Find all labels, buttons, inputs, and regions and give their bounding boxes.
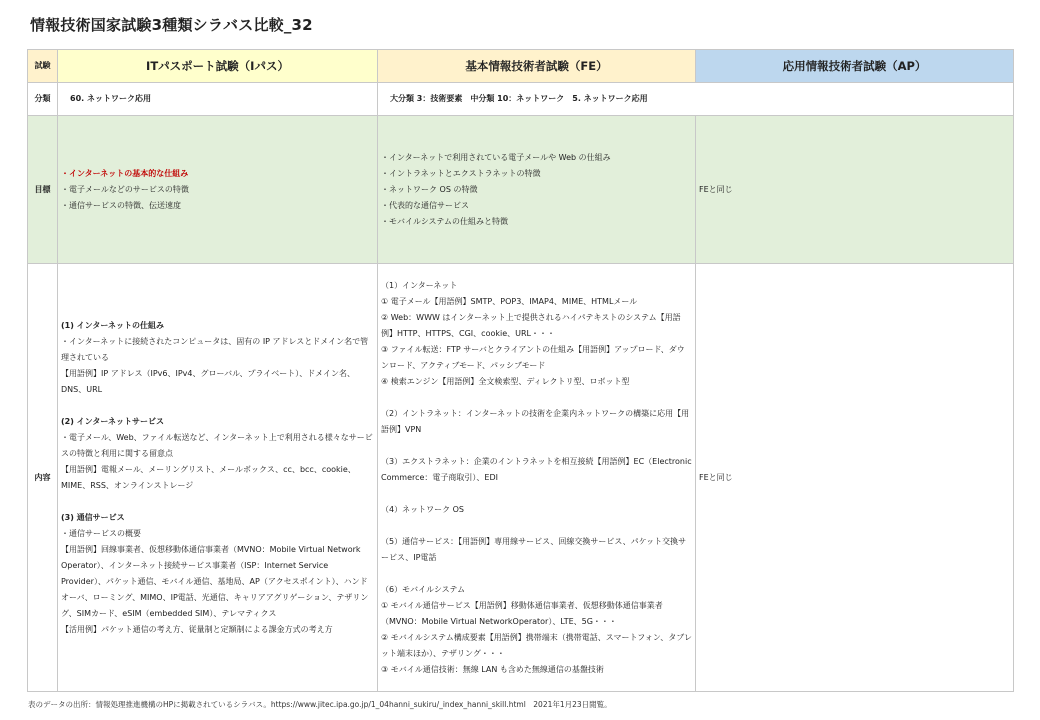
row-label-goal: 目標 [28, 116, 58, 264]
content-fe-line [381, 518, 692, 534]
content-it-line: (3) 通信サービス [61, 512, 125, 522]
content-it-line: 【用語例】回線事業者、仮想移動体通信事業者（MVNO：Mobile Virtual Network Operator）、インターネット接続サービス事業者（ISP：Internet Service Provider）、パケット通信、モバイル通信、基地局、AP（アクセスポイント）、ハンドオーバ、ローミング、MIMO、IP電話、光通信、キャリアアグリゲーション、テザリング、SIMカード、eSIM（embedded SIM）、テレマティクス [61, 544, 369, 618]
content-it-line: 【用語例】IP アドレス（IPv6、IPv4、グローバル、プライベート）、ドメイン名、DNS、URL [61, 368, 355, 394]
content-it-line: ・通信サービスの概要 [61, 528, 141, 538]
goal-it-line: ・インターネットの基本的な仕組み [61, 168, 189, 178]
content-fe-line [381, 566, 692, 582]
content-it-line: 【活用例】パケット通信の考え方、従量制と定額制による課金方式の考え方 [61, 624, 333, 634]
content-fe-line: （2）イントラネット：インターネットの技術を企業内ネットワークの構築に応用【用語例】VPN [381, 408, 690, 434]
header-fe: 基本情報技術者試験（FE） [378, 50, 696, 83]
header-it-passport: ITパスポート試験（Iパス） [58, 50, 378, 83]
content-it-line [61, 494, 374, 510]
content-it-line: (1) インターネットの仕組み [61, 320, 164, 330]
content-fe-line: （5）通信サービス：【用語例】専用線サービス、回線交換サービス、パケット交換サービス、IP電話 [381, 536, 687, 562]
content-fe-line: ③ ファイル転送：FTP サーバとクライアントの仕組み【用語例】アップロード、ダウンロード、アクティブモード、パッシブモード [381, 344, 685, 370]
content-row [28, 264, 1014, 692]
content-it [58, 264, 378, 692]
category-fe: 大分類 3：技術要素 中分類 10：ネットワーク 5. ネットワーク応用 [378, 83, 1014, 116]
content-fe-line: （3）エクストラネット：企業のイントラネットを相互接続【用語例】EC（Electronic Commerce：電子商取引）、EDI [381, 456, 692, 482]
row-label-exam: 試験 [28, 50, 58, 83]
content-fe-line [381, 486, 692, 502]
source-footnote: 表のデータの出所：情報処理推進機構のHPに掲載されているシラバス。https://www.jitec.ipa.go.jp/1_04hanni_sukiru/_index_hanni_skill.html 2021年1月23日閲覧。 [28, 700, 612, 709]
content-fe-line [381, 390, 692, 406]
content-fe-line: （4）ネットワーク OS [381, 504, 465, 514]
header-row [28, 50, 1014, 83]
content-fe [378, 264, 696, 692]
content-it-line: ・インターネットに接続されたコンピュータは、固有の IP アドレスとドメイン名で管理されている [61, 336, 369, 362]
content-fe-line: ① モバイル通信サービス【用語例】移動体通信事業者、仮想移動体通信事業者（MVNO：Mobile Virtual NetworkOperator）、LTE、5G・・・ [381, 600, 663, 626]
content-fe-line: ② モバイルシステム構成要素【用語例】携帯端末（携帯電話、スマートフォン、タブレット端末ほか）、テザリング・・・ [381, 632, 692, 658]
category-it: 60. ネットワーク応用 [58, 83, 378, 116]
content-it-line: ・電子メール、Web、ファイル転送など、インターネット上で利用される様々なサービスの特徴と利用に関する留意点 [61, 432, 373, 458]
content-fe-line: （6）モバイルシステム [381, 584, 466, 594]
content-fe-line: ② Web：WWW はインターネット上で提供されるハイパテキストのシステム【用語例】HTTP、HTTPS、CGI、cookie、URL・・・ [381, 312, 681, 338]
row-label-category: 分類 [28, 83, 58, 116]
goal-row [28, 116, 1014, 264]
content-it-line: 【用語例】電報メール、メーリングリスト、メールボックス、cc、bcc、cookie、MIME、RSS、オンラインストレージ [61, 464, 356, 490]
goal-fe-line: ・ネットワーク OS の特徴 [381, 184, 478, 194]
goal-fe-line: ・イントラネットとエクストラネットの特徴 [381, 168, 541, 178]
content-fe-line: ③ モバイル通信技術：無線 LAN も含めた無線通信の基盤技術 [381, 664, 604, 674]
goal-ap: FEと同じ [696, 116, 1014, 264]
goal-fe-line: ・代表的な通信サービス [381, 200, 469, 210]
content-fe-line [381, 438, 692, 454]
page-title: 情報技術国家試験3種類シラバス比較_32 [30, 16, 313, 34]
content-fe-line: ① 電子メール【用語例】SMTP、POP3、IMAP4、MIME、HTMLメール [381, 296, 638, 306]
goal-it-line: ・電子メールなどのサービスの特徴 [61, 184, 189, 194]
content-ap: FEと同じ [696, 264, 1014, 692]
content-fe-line: ④ 検索エンジン【用語例】全文検索型、ディレクトリ型、ロボット型 [381, 376, 630, 386]
row-label-content: 内容 [28, 264, 58, 692]
content-it-line [61, 398, 374, 414]
goal-fe-line: ・モバイルシステムの仕組みと特徴 [381, 216, 508, 226]
syllabus-table [27, 49, 1014, 692]
goal-fe [378, 116, 696, 264]
goal-it-line: ・通信サービスの特徴、伝送速度 [61, 200, 181, 210]
header-ap: 応用情報技術者試験（AP） [696, 50, 1014, 83]
category-row [28, 83, 1014, 116]
goal-fe-line: ・インターネットで利用されている電子メールや Web の仕組み [381, 152, 611, 162]
content-fe-line: （1）インターネット [381, 280, 458, 290]
goal-it [58, 116, 378, 264]
content-it-line: (2) インターネットサービス [61, 416, 164, 426]
